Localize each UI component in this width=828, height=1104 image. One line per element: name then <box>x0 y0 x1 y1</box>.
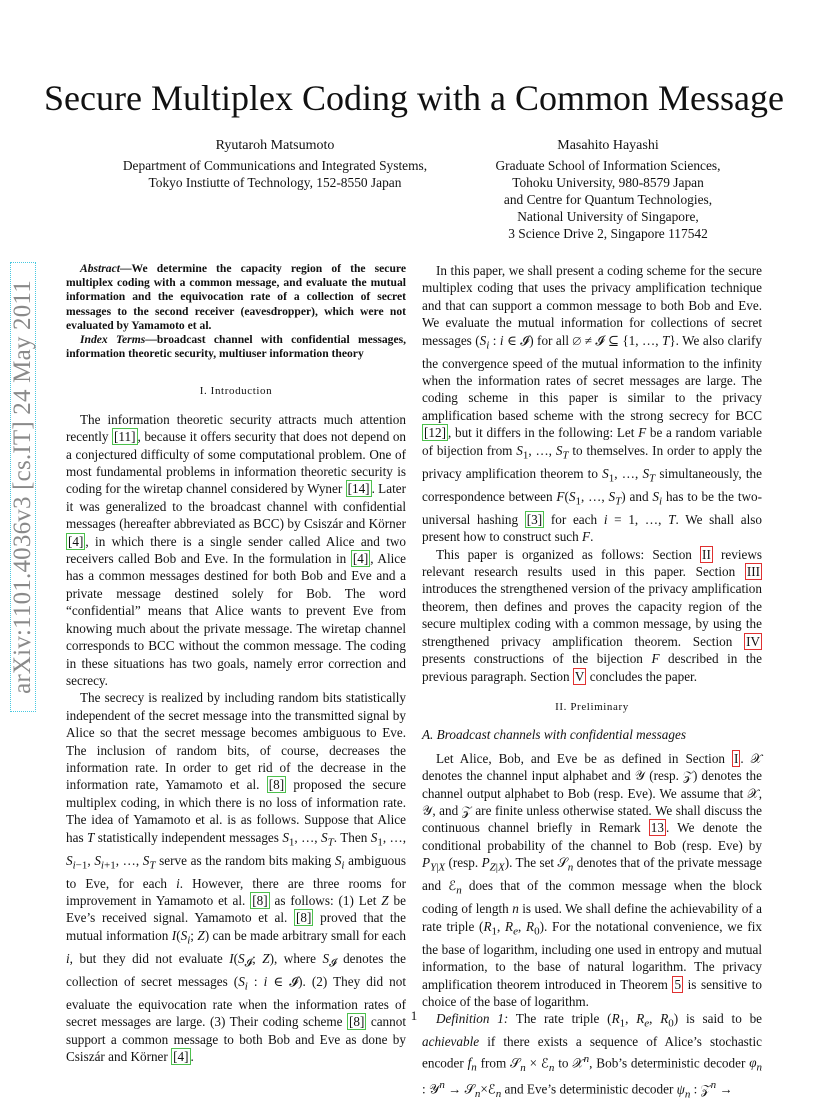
section-heading-preliminary: II. Preliminary <box>555 700 629 713</box>
section-link[interactable]: V <box>574 668 585 684</box>
citation-link[interactable]: [8] <box>252 893 268 909</box>
left-column <box>66 262 406 1066</box>
section-link[interactable]: III <box>746 564 760 580</box>
definition-paragraph: Definition 1: The rate triple ($R_1$, $R_e$, $R_0$) is said to be achievable if there exists a sequence of Alice’s stochastic encoder $f_n$ from 𝒮$_n$ × ℰ$_n$ to 𝒳$^n$, Bob’s deterministic decoder $\varphi_n$ : 𝒴$^n$ → 𝒮$_n$×ℰ$_n$ and Eve’s deterministic decoder $\psi_n$ : 𝒵$^n$ → <box>422 1011 763 1101</box>
author-affiliation: National University of Singapore, <box>517 209 699 224</box>
author-affiliation: Tohoku University, 980-8579 Japan <box>512 175 704 190</box>
page-number: 1 <box>410 1008 418 1023</box>
remark-link[interactable]: 13 <box>650 820 664 836</box>
intro-paragraph-4: This paper is organized as follows: Section II reviews relevant research results used in this paper. Section III introduces the strengthened version of the privacy amplification theorem, then defines and proves the capacity region of the secure multiplex coding with a common message, by using the strengthened privacy amplification theorem. Section IV presents constructions of the bijection F described in the previous paragraph. Section V concludes the paper. <box>422 546 762 684</box>
citation-link[interactable]: [14] <box>347 481 370 497</box>
citation-link[interactable]: [8] <box>296 910 312 926</box>
abstract <box>66 262 406 361</box>
citation-link[interactable]: [4] <box>173 1049 189 1065</box>
index-terms-text: —broadcast channel with confidential messages, information theoretic security, multiuser information theory <box>66 333 406 361</box>
abstract-text: —We determine the capacity region of the secure multiplex coding with a common message, and evaluate the mutual information and the equivocation rate of a collection of secret messages to the second receiver (eavesdropper), which were not evaluated by Yamamoto et al. <box>66 262 406 332</box>
arxiv-stamp-text: arXiv:1101.4036v3 [cs.IT] 24 May 2011 <box>9 280 36 694</box>
author-affiliation: Tokyo Instiutte of Technology, 152-8550 Japan <box>148 175 402 190</box>
index-terms-label: Index Terms <box>80 333 146 347</box>
author-name: Masahito Hayashi <box>557 138 659 153</box>
citation-link[interactable]: [4] <box>352 551 369 567</box>
right-column <box>422 262 762 1104</box>
subsection-heading: A. Broadcast channels with confidential messages <box>422 727 686 743</box>
section-link[interactable]: IV <box>746 633 760 649</box>
theorem-link[interactable]: 5 <box>674 976 682 992</box>
arxiv-stamp <box>0 262 46 712</box>
author-block-2 <box>458 137 758 242</box>
preliminary-paragraph-1: Let Alice, Bob, and Eve be as defined in Section I . 𝒳 denotes the channel input alphabet and 𝒴 (resp. 𝒵) denotes the channel output alphabet to Bob (resp. Eve). We assume that 𝒳, 𝒴, and 𝒵 are finite unless otherwise stated. We shall discuss the continuous channel briefly in Remark 13 . We denote the conditional probability of the channel to Bob (resp. Eve) by $P_{Y|X}$ (resp. $P_{Z|X}$). The set 𝒮$_n$ denotes that of the private message and ℰ$_n$ does that of the common message when the block coding of length n is used. We shall define the achievability of a rate triple ($R_1$, $R_e$, $R_0$). For the notational convenience, we fix the base of logarithm, including one used in entropy and mutual information, to the base of natural logarithm. The privacy amplification theorem introduced in Theorem 5 is sensitive to choice of the base of logarithm. <box>422 750 763 1009</box>
abstract-label: Abstract <box>80 262 120 275</box>
author-block-1 <box>110 137 440 191</box>
intro-paragraph-3: In this paper, we shall present a coding scheme for the secure multiplex coding that uses the privacy amplification technique and that can support a common message to both Bob and Eve. We evaluate the mutual information for collections of secret messages ($S_i$ : i ∈ 𝓘) for all ∅ ≠ 𝓘 ⊆ {1, …, T}. We also clarify the convergence speed of the mutual information to the infinity when the information rates of secret messages are large. The coding scheme in this paper is similar to the privacy amplification based scheme with the strong secrecy for BCC [12] , but it differs in the following: Let F be a random variable of bijection from $S_1$, …, $S_T$ to themselves. In order to apply the privacy amplification theorem to $S_1$, …, $S_T$ simultaneously, the correspondence between $F(S_1$, …, $S_T$) and $S_i$ has to be the two-universal hashing [3] for each i = 1, …, T. We shall also present how to construct such F. <box>422 263 763 545</box>
paper-title: Secure Multiplex Coding with a Common Message <box>44 78 784 118</box>
intro-paragraph-1: The information theoretic security attracts much attention recently [11] , because it offers security that does not depend on a conjectured difficulty of some computational problem. One of most fundamental problems in information theoretic security is coding for the wiretap channel considered by Wyner [14] . Later it was generalized to the broadcast channel with confidential messages (hereafter abbreviated as BCC) by Csiszár and Körner [4] , in which there is a single sender called Alice and two receivers called Bob and Eve. In the formulation in [4] , Alice has a common messages destined for both Bob and Eve and a private message destined solely for Bob. The word “confidential” means that Alice wants to prevent Eve from knowing much about the private message. The wiretap channel corresponds to BCC without the common message. The coding in these situations has two goals, namely error correction and secrecy. <box>66 411 407 688</box>
section-link[interactable]: II <box>702 546 711 562</box>
author-name: Ryutaroh Matsumoto <box>215 138 335 153</box>
section-heading-introduction: I. Introduction <box>199 385 273 398</box>
author-affiliation: Graduate School of Information Sciences, <box>495 158 721 173</box>
citation-link[interactable]: [8] <box>268 777 285 793</box>
section-link[interactable]: I <box>734 750 739 766</box>
citation-link[interactable]: [4] <box>68 533 84 549</box>
author-affiliation: Department of Communications and Integrated Systems, <box>122 158 428 173</box>
intro-paragraph-2: The secrecy is realized by including random bits statistically independent of the secret message into the transmitted signal by Alice so that the secret message becomes ambiguous to Eve. The inclusion of random bits, of course, decreases the information rate. In order to get rid of the decrease in the information rate, Yamamoto et al. [8] proposed the secure multiplex coding, in which there is no loss of information rate. The idea of Yamamoto et al. is as follows. Suppose that Alice has T statistically independent messages $S_1$, …, $S_T$. Then $S_1$, …, $S_{i-1}$, $S_{i+1}$, …, $S_T$ serve as the random bits making $S_i$ ambiguous to Eve, for each i. However, there are three rooms for improvement in Yamamoto et al. [8] as follows: (1) Let Z be Eve’s received signal. Yamamoto et al. [8] proved that the mutual information $I(S_i$; Z) can be made arbitrary small for each i, but they did not evaluate $I(S_𝓘$; Z), where $S_𝓘$ denotes the collection of secret messages ($S_i$ : i ∈ 𝓘). (2) They did not evaluate the equivocation rate when the information rates of secret messages are large. (3) Their coding scheme [8] cannot support a common message to both Bob and Eve as done by Csiszár and Körner [4] . <box>66 690 407 1065</box>
citation-link[interactable]: [11] <box>114 429 136 445</box>
citation-link[interactable]: [3] <box>526 511 543 527</box>
author-affiliation: 3 Science Drive 2, Singapore 117542 <box>508 226 708 241</box>
citation-link[interactable]: [12] <box>424 425 446 441</box>
author-affiliation: and Centre for Quantum Technologies, <box>503 192 713 207</box>
citation-link[interactable]: [8] <box>348 1014 365 1030</box>
